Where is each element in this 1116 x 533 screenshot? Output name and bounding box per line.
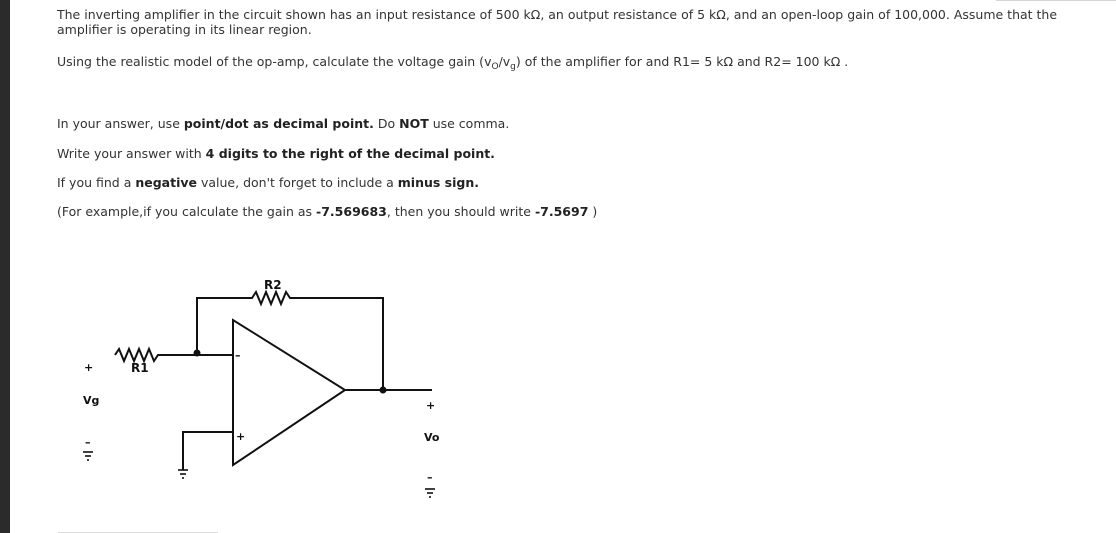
op-amp-circuit-diagram — [65, 262, 465, 512]
digits-instruction: Write your answer with 4 digits to the right of the decimal point. — [57, 146, 495, 161]
non-inverting-wire — [183, 432, 233, 470]
task-instruction: Using the realistic model of the op-amp, calculate the voltage gain $(v_O/v_g)$ of the amplifier for and R1= 5 kΩ and R2= 100 kΩ . — [57, 54, 849, 72]
vo-minus-sign: – — [427, 471, 433, 484]
output-node-dot — [380, 387, 387, 394]
example-instruction: (For example,if you calculate the gain as -7.569683, then you should write -7.5697 ) — [57, 204, 598, 219]
vg-plus-sign: + — [84, 361, 94, 374]
top-divider — [996, 0, 1116, 1]
inverting-input-sign: – — [235, 349, 241, 362]
r2-label: R2 — [264, 278, 282, 292]
output-ground-symbol — [425, 489, 435, 497]
vo-plus-sign: + — [426, 399, 436, 412]
r1-resistor — [115, 349, 233, 361]
non-inverting-input-sign: + — [236, 430, 246, 443]
problem-statement: The inverting amplifier in the circuit shown has an input resistance of 500 kΩ, an output resistance of 5 kΩ, and an open-loop gain of 100,000. Assume that the amplifier is operating in its linear region. — [57, 7, 1058, 37]
r1-label: R1 — [131, 361, 149, 375]
question-text — [57, 7, 1067, 219]
op-amp-symbol — [233, 320, 345, 465]
r2-resistor — [197, 292, 383, 390]
decimal-instruction: In your answer, use point/dot as decimal point. Do NOT use comma. — [57, 116, 510, 131]
inverting-node-dot — [194, 350, 201, 357]
source-ground-symbol — [83, 452, 93, 460]
sign-instruction: If you find a negative value, don't forget to include a minus sign. — [57, 175, 479, 190]
vo-label: Vo — [424, 431, 440, 444]
window-left-edge — [0, 0, 10, 533]
ground-symbol — [178, 470, 188, 478]
vg-label: Vg — [83, 394, 100, 407]
vg-minus-sign: – — [85, 436, 91, 449]
